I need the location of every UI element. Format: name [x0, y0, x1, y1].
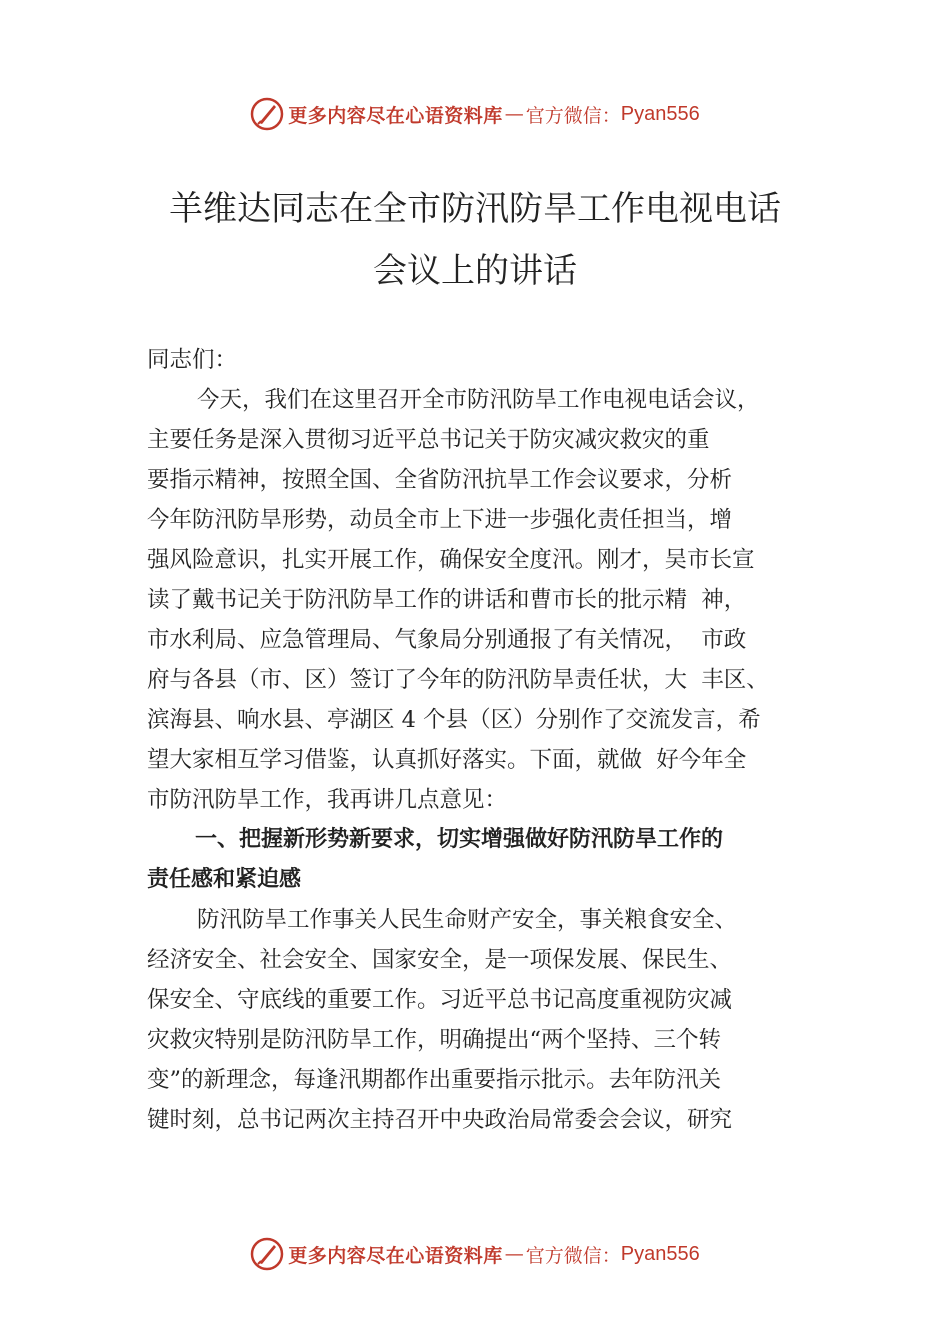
paragraph-1-line: 要指示精神，按照全国、全省防汛抗旱工作会议要求，分析	[147, 467, 733, 493]
paragraph-1-line: 望大家相互学习借鉴，认真抓好落实。下面，就做 好今年全	[147, 747, 747, 773]
paragraph-1-line: 读了戴书记关于防汛防旱工作的讲话和曹市长的批示精 神，	[147, 587, 747, 613]
watermark-dash: —	[504, 1243, 524, 1265]
paragraph-1-line: 滨海县、响水县、亭湖区 4 个县（区）分别作了交流发言，希	[147, 707, 761, 733]
paragraph-2-line: 灾救灾特别是防汛防旱工作，明确提出“两个坚持、三个转	[147, 1027, 722, 1053]
watermark-wechat-id: Pyan556	[620, 102, 700, 125]
paragraph-1-line: 主要任务是深入贯彻习近平总书记关于防灾减灾救灾的重	[147, 427, 710, 453]
paragraph-2-line: 防汛防旱工作事关人民生命财产安全，事关粮食安全、	[197, 907, 738, 933]
watermark-brand: 更多内容尽在心语资料库	[288, 1244, 503, 1267]
watermark-banner-bottom	[0, 1234, 950, 1274]
watermark-official-label: 官方微信：	[525, 104, 621, 127]
paragraph-2-line: 键时刻，总书记两次主持召开中央政治局常委会会议，研究	[147, 1107, 733, 1133]
quill-pen-circle-icon	[250, 97, 284, 131]
watermark-official-label: 官方微信：	[525, 1244, 621, 1267]
salutation: 同志们：	[147, 347, 238, 373]
paragraph-1-line: 今年防汛防旱形势，动员全市上下进一步强化责任担当，增	[147, 507, 733, 533]
watermark-banner-top	[0, 94, 950, 134]
watermark-wechat-id: Pyan556	[620, 1242, 700, 1265]
document-body	[147, 340, 837, 1140]
paragraph-1-line: 市防汛防旱工作，我再讲几点意见：	[147, 787, 508, 813]
paragraph-1-line: 府与各县（市、区）签订了今年的防汛防旱责任状，大 丰区、	[147, 667, 769, 693]
paragraph-2-line: 经济安全、社会安全、国家安全，是一项保发展、保民生、	[147, 947, 733, 973]
document-title-line-1: 羊维达同志在全市防汛防旱工作电视电话	[169, 189, 781, 229]
paragraph-1-line: 今天，我们在这里召开全市防汛防旱工作电视电话会议，	[197, 387, 760, 413]
quill-pen-circle-icon	[250, 1237, 284, 1271]
document-title-line-2: 会议上的讲话	[373, 251, 577, 291]
paragraph-2-line: 保安全、守底线的重要工作。习近平总书记高度重视防灾减	[147, 987, 733, 1013]
paragraph-1-line: 强风险意识，扎实开展工作，确保安全度汛。刚才，吴市长宣	[147, 547, 755, 573]
section-heading-line: 一、把握新形势新要求，切实增强做好防汛防旱工作的	[195, 827, 724, 852]
paragraph-1-line: 市水利局、应急管理局、气象局分别通报了有关情况， 市政	[147, 627, 747, 653]
paragraph-2-line: 变”的新理念，每逢汛期都作出重要指示批示。去年防汛关	[147, 1067, 722, 1093]
watermark-dash: —	[504, 103, 524, 125]
watermark-brand: 更多内容尽在心语资料库	[288, 104, 503, 127]
section-heading-line: 责任感和紧迫感	[147, 867, 302, 892]
